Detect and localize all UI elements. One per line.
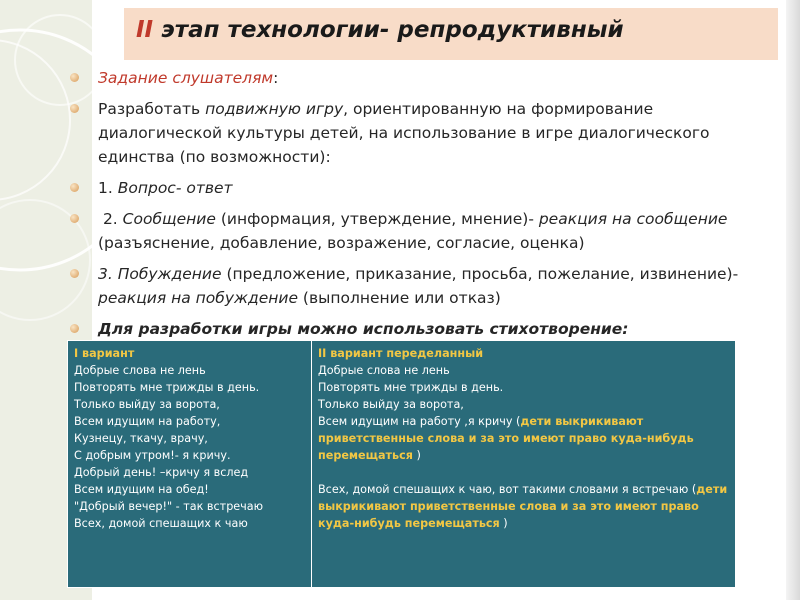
bullet-icon (70, 214, 79, 223)
variant-1-line: Всем идущим на работу, (74, 415, 221, 428)
variant-2-line: Только выйду за ворота, (318, 398, 464, 411)
variant-1-line: Только выйду за ворота, (74, 398, 220, 411)
variant-1-line: Всем идущим на обед! (74, 483, 209, 496)
title-text: этап технологии- репродуктивный (161, 17, 624, 43)
bullet-message (70, 207, 760, 255)
bullet-list (70, 66, 760, 348)
message-reaction: реакция на сообщение (538, 210, 728, 228)
variant-1-line: Всех, домой спешащих к чаю (74, 517, 248, 530)
variant-2-p2-end: ) (499, 517, 508, 530)
bullet-prompt (70, 262, 760, 310)
message-mid: (информация, утверждение, мнение)- (215, 210, 539, 228)
prompt-post: (выполнение или отказ) (297, 289, 501, 307)
bullet-icon (70, 324, 79, 333)
right-edge-shadow (786, 0, 800, 600)
page-title (136, 17, 624, 43)
variant-2-paragraph-2 (318, 481, 729, 532)
variant-1-line: Добрый день! –кричу я вслед (74, 466, 249, 479)
variant-2-line: Повторять мне трижды в день. (318, 381, 504, 394)
develop-pre: Разработать (98, 100, 206, 118)
bullet-question (70, 176, 760, 200)
poem-table (67, 340, 736, 588)
bullet-poem-intro (70, 317, 760, 341)
bullet-develop (70, 97, 760, 169)
question-text: Вопрос- ответ (112, 179, 233, 197)
variant-1-line: Повторять мне трижды в день. (74, 381, 260, 394)
bullet-icon (70, 183, 79, 192)
prompt-emph: 3. Побуждение (98, 265, 222, 283)
variant-2-header: II вариант переделанный (318, 347, 484, 360)
variant-1-line: "Добрый вечер!" - так встречаю (74, 500, 264, 513)
message-post: (разъяснение, добавление, возражение, согласие, оценка) (98, 234, 585, 252)
title-roman: II (136, 17, 154, 43)
variant-1-line: Кузнецу, ткачу, врачу, (74, 432, 208, 445)
question-num: 1. (98, 179, 113, 197)
variant-2-p1-end: ) (412, 449, 421, 462)
develop-post: , ориентированную на формирование диалогической культуры детей, на использование в игре диалогического единства (по возможности): (98, 100, 710, 166)
message-num: 2. (102, 210, 123, 228)
bullet-icon (70, 73, 79, 82)
variant-2-line: Добрые слова не лень (318, 364, 450, 377)
task-colon: : (273, 69, 279, 87)
title-bar (124, 8, 778, 60)
variant-2-paragraph-1 (318, 413, 729, 464)
variant-2-p2-text: Всех, домой спешащих к чаю, вот такими словами я встречаю ( (318, 483, 697, 496)
message-emph: Сообщение (122, 210, 216, 228)
variant-1-header: I вариант (74, 347, 135, 360)
variant-1-line: С добрым утром!- я кричу. (74, 449, 231, 462)
poem-intro: Для разработки игры можно использовать стихотворение: (98, 320, 629, 338)
bullet-icon (70, 269, 79, 278)
variant-2-p1-highlight: дети выкрикивают приветственные слова и за это имеют право куда-нибудь перемещаться (318, 415, 694, 462)
prompt-reaction: реакция на побуждение (98, 289, 298, 307)
task-label: Задание слушателям (98, 69, 274, 87)
bullet-task (70, 66, 760, 90)
develop-emph: подвижную игру (205, 100, 344, 118)
prompt-mid: (предложение, приказание, просьба, пожелание, извинение)- (221, 265, 739, 283)
variant-1-column (68, 341, 312, 587)
bullet-icon (70, 104, 79, 113)
paragraph-gap (318, 464, 729, 481)
variant-1-line: Добрые слова не лень (74, 364, 206, 377)
variant-2-column (312, 341, 735, 587)
variant-2-p2-highlight: дети выкрикивают приветственные слова и за это имеют право куда-нибудь перемещаться (318, 483, 728, 530)
variant-2-p1-text: Всем идущим на работу ,я кричу ( (318, 415, 521, 428)
